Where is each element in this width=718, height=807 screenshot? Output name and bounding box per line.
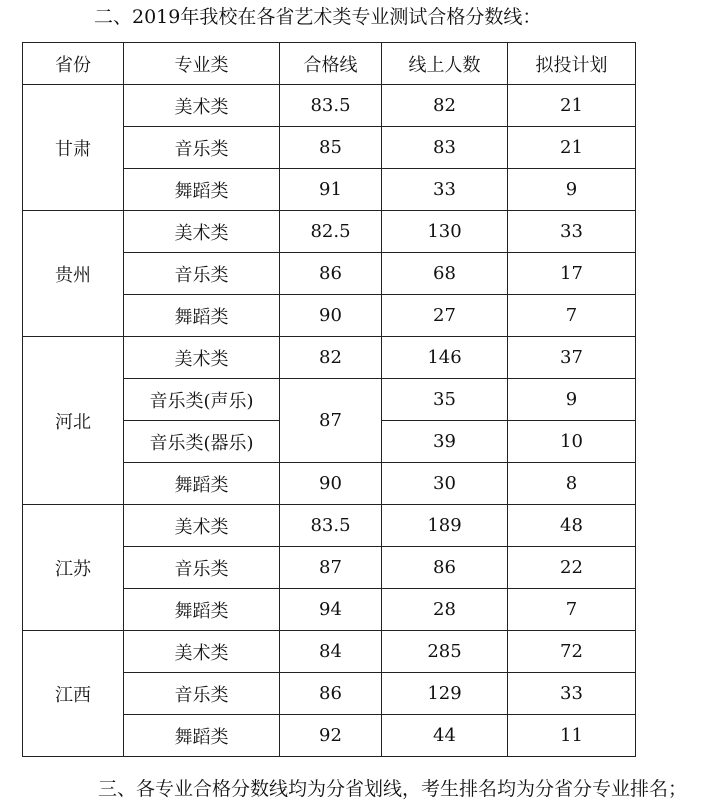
major-cell: 音乐类	[124, 253, 280, 295]
header-province: 省份	[23, 43, 124, 85]
above-line-count-cell: 33	[382, 169, 508, 211]
table-row	[23, 337, 636, 379]
major-cell: 美术类	[124, 505, 280, 547]
major-cell: 舞蹈类	[124, 589, 280, 631]
passing-line-cell: 94	[280, 589, 382, 631]
above-line-count-cell: 39	[382, 421, 508, 463]
header-above-line-count: 线上人数	[382, 43, 508, 85]
major-cell: 音乐类	[124, 127, 280, 169]
major-cell: 舞蹈类	[124, 169, 280, 211]
above-line-count-cell: 83	[382, 127, 508, 169]
planned-quota-cell: 21	[508, 127, 636, 169]
section-footer-text: 三、各专业合格分数线均为分省划线，考生排名均为分省分专业排名；	[98, 778, 688, 800]
above-line-count-cell: 35	[382, 379, 508, 421]
table-row	[23, 211, 636, 253]
planned-quota-cell: 33	[508, 673, 636, 715]
major-cell: 音乐类(声乐)	[124, 379, 280, 421]
major-cell: 舞蹈类	[124, 463, 280, 505]
above-line-count-cell: 68	[382, 253, 508, 295]
passing-line-cell: 85	[280, 127, 382, 169]
planned-quota-cell: 9	[508, 169, 636, 211]
major-cell: 美术类	[124, 631, 280, 673]
passing-line-cell: 86	[280, 253, 382, 295]
major-cell: 音乐类	[124, 547, 280, 589]
section-heading: 二、2019年我校在各省艺术类专业测试合格分数线：	[94, 6, 542, 28]
above-line-count-cell: 28	[382, 589, 508, 631]
planned-quota-cell: 17	[508, 253, 636, 295]
passing-line-cell: 90	[280, 463, 382, 505]
planned-quota-cell: 7	[508, 295, 636, 337]
province-cell: 江西	[23, 631, 124, 757]
province-cell: 河北	[23, 337, 124, 505]
planned-quota-cell: 72	[508, 631, 636, 673]
passing-line-cell: 83.5	[280, 505, 382, 547]
planned-quota-cell: 21	[508, 85, 636, 127]
above-line-count-cell: 285	[382, 631, 508, 673]
passing-line-cell: 92	[280, 715, 382, 757]
above-line-count-cell: 130	[382, 211, 508, 253]
passing-line-cell: 86	[280, 673, 382, 715]
header-passing-line: 合格线	[280, 43, 382, 85]
passing-line-cell: 82	[280, 337, 382, 379]
passing-line-cell: 84	[280, 631, 382, 673]
province-cell: 甘肃	[23, 85, 124, 211]
planned-quota-cell: 8	[508, 463, 636, 505]
planned-quota-cell: 9	[508, 379, 636, 421]
major-cell: 美术类	[124, 85, 280, 127]
table-row	[23, 505, 636, 547]
passing-line-cell: 87	[280, 547, 382, 589]
province-cell: 贵州	[23, 211, 124, 337]
major-cell: 音乐类	[124, 673, 280, 715]
above-line-count-cell: 30	[382, 463, 508, 505]
major-cell: 美术类	[124, 211, 280, 253]
header-major: 专业类	[124, 43, 280, 85]
table-row	[23, 85, 636, 127]
province-cell: 江苏	[23, 505, 124, 631]
major-cell: 音乐类(器乐)	[124, 421, 280, 463]
above-line-count-cell: 189	[382, 505, 508, 547]
table-header-row	[23, 43, 636, 85]
above-line-count-cell: 146	[382, 337, 508, 379]
above-line-count-cell: 82	[382, 85, 508, 127]
above-line-count-cell: 27	[382, 295, 508, 337]
passing-line-cell: 91	[280, 169, 382, 211]
passing-line-cell: 82.5	[280, 211, 382, 253]
above-line-count-cell: 86	[382, 547, 508, 589]
table-row	[23, 631, 636, 673]
passing-score-table	[22, 42, 636, 757]
passing-line-cell: 87	[280, 379, 382, 463]
above-line-count-cell: 44	[382, 715, 508, 757]
planned-quota-cell: 22	[508, 547, 636, 589]
planned-quota-cell: 7	[508, 589, 636, 631]
passing-line-cell: 83.5	[280, 85, 382, 127]
planned-quota-cell: 11	[508, 715, 636, 757]
planned-quota-cell: 10	[508, 421, 636, 463]
header-planned-quota: 拟投计划	[508, 43, 636, 85]
planned-quota-cell: 33	[508, 211, 636, 253]
major-cell: 舞蹈类	[124, 715, 280, 757]
planned-quota-cell: 48	[508, 505, 636, 547]
planned-quota-cell: 37	[508, 337, 636, 379]
major-cell: 舞蹈类	[124, 295, 280, 337]
passing-line-cell: 90	[280, 295, 382, 337]
major-cell: 美术类	[124, 337, 280, 379]
above-line-count-cell: 129	[382, 673, 508, 715]
